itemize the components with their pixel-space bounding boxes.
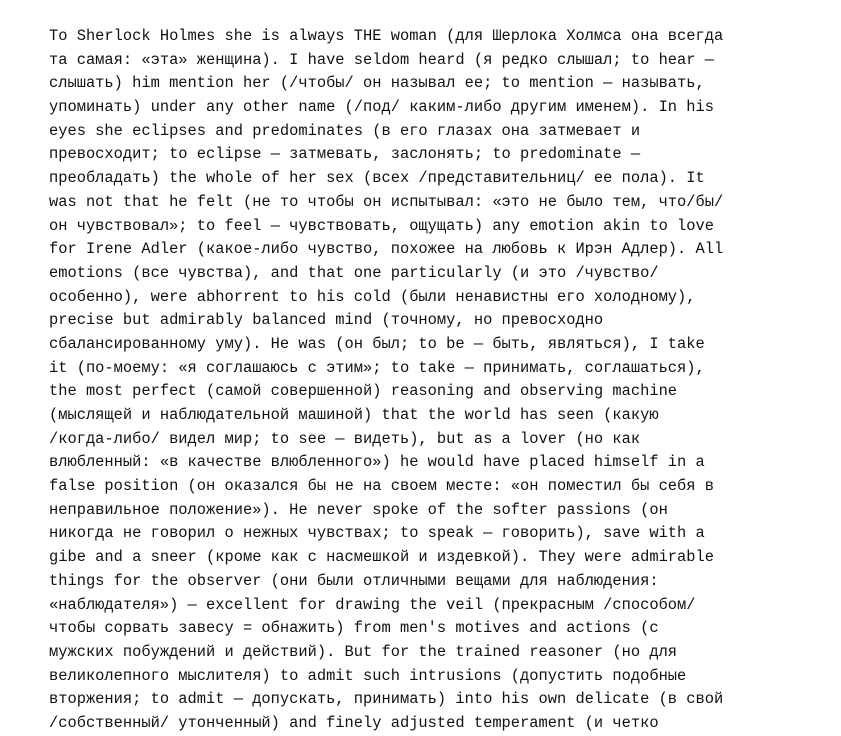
text-line: преобладать) the whole of her sex (всех /представительниц/ ее пола). It: [49, 169, 705, 188]
text-line: он чувствовал»; to feel — чувствовать, ощущать) any emotion akin to love: [49, 216, 714, 235]
text-line: вторжения; to admit — допускать, принимать) into his own delicate (в свой: [49, 690, 724, 709]
text-line: it (по-моему: «я соглашаюсь с этим»; to take — принимать, соглашаться),: [49, 358, 705, 377]
text-line: eyes she eclipses and predominates (в его глазах она затмевает и: [49, 121, 641, 140]
text-line: /когда-либо/ видел мир; to see — видеть), but as a lover (но как: [49, 429, 641, 448]
text-line: сбалансированному уму). He was (он был; to be — быть, являться), I take: [49, 334, 705, 353]
text-line: precise but admirably balanced mind (точному, но превосходно: [49, 311, 604, 330]
text-line: великолепного мыслителя) to admit such intrusions (допустить подобные: [49, 666, 687, 685]
text-line: gibe and a sneer (кроме как с насмешкой и издевкой). They were admirable: [49, 548, 714, 567]
text-line: особенно), were abhorrent to his cold (были ненавистны его холодному),: [49, 287, 696, 306]
text-line: чтобы сорвать завесу = обнажить) from men's motives and actions (с: [49, 619, 659, 638]
text-line: влюбленный: «в качестве влюбленного») he would have placed himself in a: [49, 453, 705, 472]
text-line: никогда не говорил о нежных чувствах; to speak — говорить), save with a: [49, 524, 705, 543]
text-line: the most perfect (самой совершенной) reasoning and observing machine: [49, 382, 678, 401]
document-page: [49, 25, 829, 736]
text-line: неправильное положение»). He never spoke of the softer passions (он: [49, 500, 668, 519]
text-line: /собственный/ утонченный) and finely adjusted temperament (и четко: [49, 713, 659, 732]
text-line: emotions (все чувства), and that one particularly (и это /чувство/: [49, 263, 659, 282]
text-line: слышать) him mention her (/чтобы/ он называл ее; to mention — называть,: [49, 74, 705, 93]
text-line: превосходит; to eclipse — затмевать, заслонять; to predominate —: [49, 145, 641, 164]
text-line: was not that he felt (не то чтобы он испытывал: «это не было тем, что/бы/: [49, 192, 724, 211]
text-line: «наблюдателя») — excellent for drawing the veil (прекрасным /способом/: [49, 595, 696, 614]
text-line: things for the observer (они были отличными вещами для наблюдения:: [49, 571, 659, 590]
text-line: To Sherlock Holmes she is always THE woman (для Шерлока Холмса она всегда: [49, 27, 724, 45]
text-line: упоминать) under any other name (/под/ каким-либо другим именем). In his: [49, 98, 714, 117]
text-line: та самая: «эта» женщина). I have seldom heard (я редко слышал; to hear —: [49, 50, 714, 69]
text-line: (мыслящей и наблюдательной машиной) that the world has seen (какую: [49, 406, 659, 424]
text-line: мужских побуждений и действий). But for the trained reasoner (но для: [49, 642, 678, 661]
text-line: for Irene Adler (какое-либо чувство, похожее на любовь к Ирэн Адлер). All: [49, 240, 724, 259]
text-line: false position (он оказался бы не на своем месте: «он поместил бы себя в: [49, 477, 714, 496]
